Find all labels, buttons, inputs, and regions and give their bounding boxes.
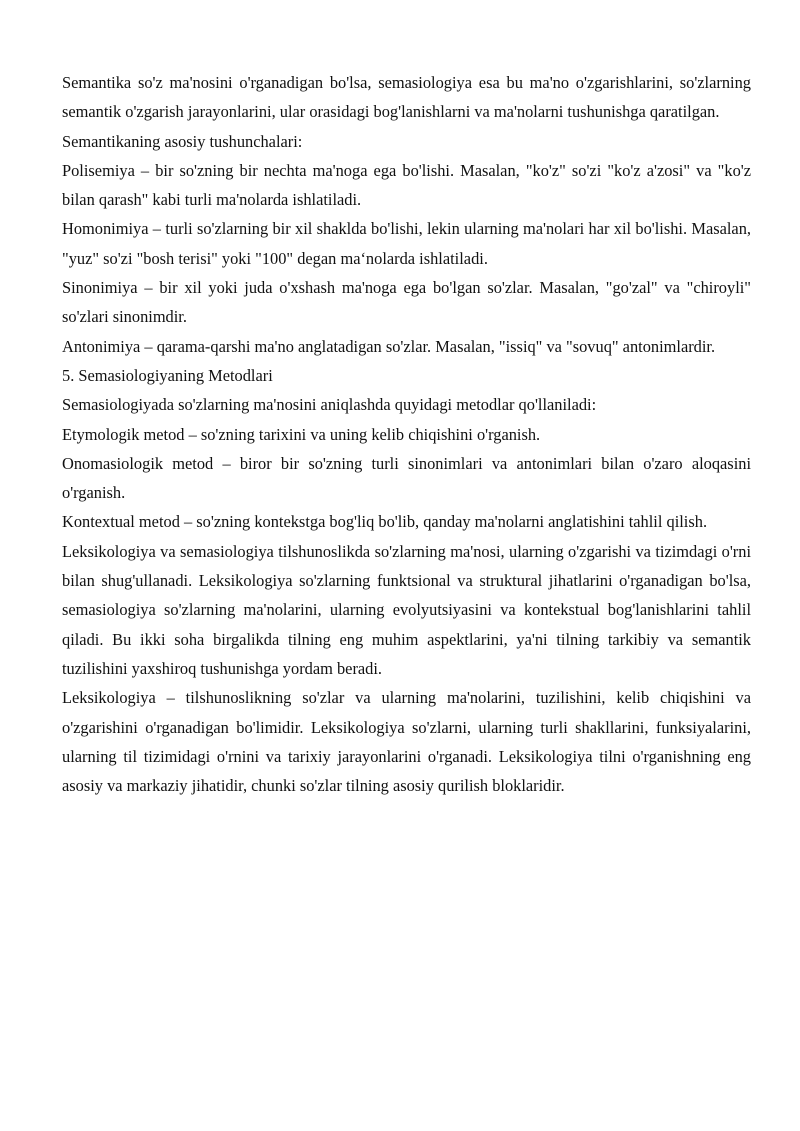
paragraph-asosiy-tushunchalar: Semantikaning asosiy tushunchalari: <box>62 131 303 151</box>
paragraph-semantika-intro: Semantika so'z ma'nosini o'rganadigan bo'lsa, semasiologiya esa bu ma'no o'zgarishlarini, so'zlarning semantik o'zgarish jarayonlarini, ular orasidagi bog'lanishlarni va ma'nolarni tushunishga qaratilgan. <box>62 73 751 122</box>
paragraph-polisemiya: Polisemiya – bir so'zning bir nechta ma'noga ega bo'lishi. Masalan, "ko'z" so'zi "ko'z a'zosi" va "ko'z bilan qarash" kabi turli ma'nolarda ishlatiladi. <box>62 160 751 210</box>
paragraph-metodlar-intro: Semasiologiyada so'zlarning ma'nosini aniqlashda quyidagi metodlar qo'llaniladi: <box>62 395 597 415</box>
paragraph-antonimiya: Antonimiya – qarama-qarshi ma'no anglatadigan so'zlar. Masalan, "issiq" va "sovuq" antonimlardir. <box>62 336 716 356</box>
paragraph-sinonimiya: Sinonimiya – bir xil yoki juda o'xshash ma'noga ega bo'lgan so'zlar. Masalan, "go'zal" va "chiroyli" so'zlari sinonimdir. <box>62 278 751 327</box>
paragraph-onomasiologik-metod: Onomasiologik metod – biror bir so'zning turli sinonimlari va antonimlari bilan o'zaro aloqasini o'rganish. <box>62 453 751 503</box>
paragraph-kontextual-metod: Kontextual metod – so'zning kontekstga bog'liq bo'lib, qanday ma'nolarni anglatishini tahlil qilish. <box>62 512 708 532</box>
paragraph-homonimiya: Homonimiya – turli so'zlarning bir xil shaklda bo'lishi, lekin ularning ma'nolari har xil bo'lishi. Masalan, "yuz" so'zi "bosh terisi" yoki "100" degan maʻnolarda ishlatiladi. <box>62 219 751 268</box>
paragraph-leksikologiya-definition: Leksikologiya – tilshunoslikning so'zlar va ularning ma'nolarini, tuzilishini, kelib chiqishini va o'zgarishini o'rganadigan bo'limidir. Leksikologiya so'zlarni, ularning turli shakllarini, funksiyalarini, ularning til tizimidagi o'rnini va tarixiy jarayonlarini o'rganadi. Leksikologiya tilni o'rganishning eng asosiy va markaziy jihatidir, chunki so'zlar tilning asosiy qurilish bloklaridir. <box>62 688 751 796</box>
document-page <box>62 68 751 800</box>
section-heading-metodlar: 5. Semasiologiyaning Metodlari <box>62 365 273 385</box>
paragraph-leksikologiya-semasiologiya: Leksikologiya va semasiologiya tilshunoslikda so'zlarning ma'nosi, ularning o'zgarishi va tizimdagi o'rni bilan shug'ullanadi. Leksikologiya so'zlarning funktsional va struktural jihatlarini o'rganadigan bo'lsa, semasiologiya so'zlarning ma'nolarini, ularning evolyutsiyasini va kontekstual bog'lanishlarini tahlil qiladi. Bu ikki soha birgalikda tilning eng muhim aspektlarini, ya'ni tilning tarkibiy va semantik tuzilishini yaxshiroq tushunishga yordam beradi. <box>62 541 751 678</box>
paragraph-etymologik-metod: Etymologik metod – so'zning tarixini va uning kelib chiqishini o'rganish. <box>62 424 541 444</box>
